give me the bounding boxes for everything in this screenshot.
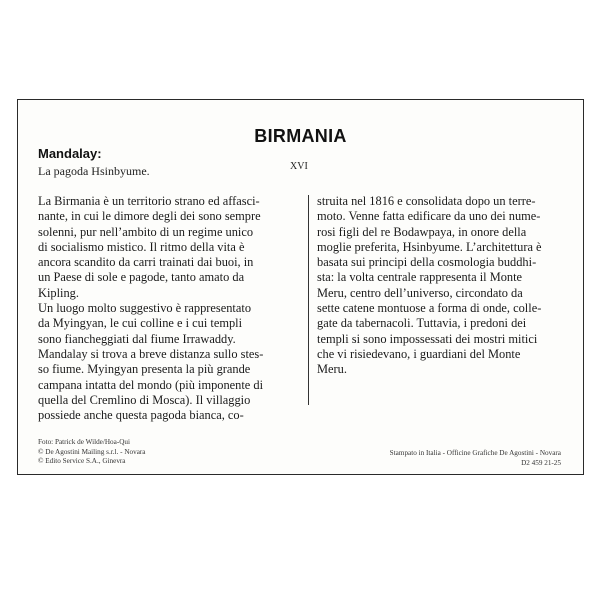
postcard-back <box>17 99 584 475</box>
text-line: so fiume. Myingyan presenta la più grande <box>38 362 251 377</box>
text-line: La Birmania è un territorio strano ed affasci- <box>38 194 260 208</box>
printer-info <box>390 449 561 468</box>
text-line: campana intatta del mondo (più imponente di <box>38 377 264 392</box>
left-text-column <box>38 194 300 423</box>
right-text-column <box>317 194 567 378</box>
text-line: Meru. <box>317 362 347 377</box>
credit-line: © Edito Service S.A., Ginevra <box>38 457 126 465</box>
text-line: ancora scandito da carri trainati dai buoi, in <box>38 255 254 270</box>
text-line: un Paese di sole e pagode, tanto amato da <box>38 270 245 285</box>
text-line: rosi figli del re Bodawpaya, in onore della <box>317 224 527 239</box>
text-line: Meru, centro dell’universo, circondato da <box>317 285 523 300</box>
printer-line: Stampato in Italia - Officine Grafiche De Agostini - Novara <box>389 449 561 457</box>
text-line: che vi risiedevano, i guardiani del Monte <box>317 346 521 361</box>
text-line: templi si sono impossessati dei mostri mitici <box>317 331 538 346</box>
credit-line: © De Agostini Mailing s.r.l. - Novara <box>38 447 146 456</box>
text-line: moglie preferita, Hsinbyume. L’architettura è <box>317 239 542 254</box>
text-line: nante, in cui le dimore degli dei sono sempre <box>38 209 261 224</box>
text-line: gate da tabernacoli. Tuttavia, i predoni dei <box>317 316 527 331</box>
text-line: possiede anche questa pagoda bianca, co- <box>38 408 244 423</box>
column-divider <box>308 195 309 405</box>
card-title: BIRMANIA <box>254 126 347 146</box>
subject-caption: La pagoda Hsinbyume. <box>38 164 150 178</box>
text-line: sta: la volta centrale rappresenta il Monte <box>317 270 523 285</box>
text-line: di socialismo mistico. Il ritmo della vita è <box>38 239 245 254</box>
text-line: sette catene montuose a forma di onde, colle- <box>317 301 542 316</box>
text-line: da Myingyan, le cui colline e i cui templi <box>38 316 243 331</box>
text-line: struita nel 1816 e consolidata dopo un terre- <box>317 194 536 208</box>
text-line: basata sui principi della cosmologia buddhi- <box>317 255 537 270</box>
place-heading: Mandalay: <box>38 146 102 161</box>
text-line: moto. Venne fatta edificare da uno dei nume- <box>317 209 541 224</box>
credit-line: Foto: Patrick de Wilde/Hoa-Qui <box>38 438 131 446</box>
text-line: Mandalay si trova a breve distanza sullo stes- <box>38 346 264 361</box>
text-line: solenni, pur nell’ambito di un regime unico <box>38 224 254 239</box>
photo-credits <box>38 438 145 467</box>
text-line: Un luogo molto suggestivo è rappresentato <box>38 301 252 316</box>
printer-code: D2 459 21-25 <box>521 458 561 467</box>
card-number: XVI <box>290 161 308 172</box>
text-line: sono fiancheggiati dal fiume Irrawaddy. <box>38 331 236 346</box>
text-line: Kipling. <box>38 285 79 300</box>
text-line: quella del Cremlino di Mosca). Il villaggio <box>38 392 251 407</box>
